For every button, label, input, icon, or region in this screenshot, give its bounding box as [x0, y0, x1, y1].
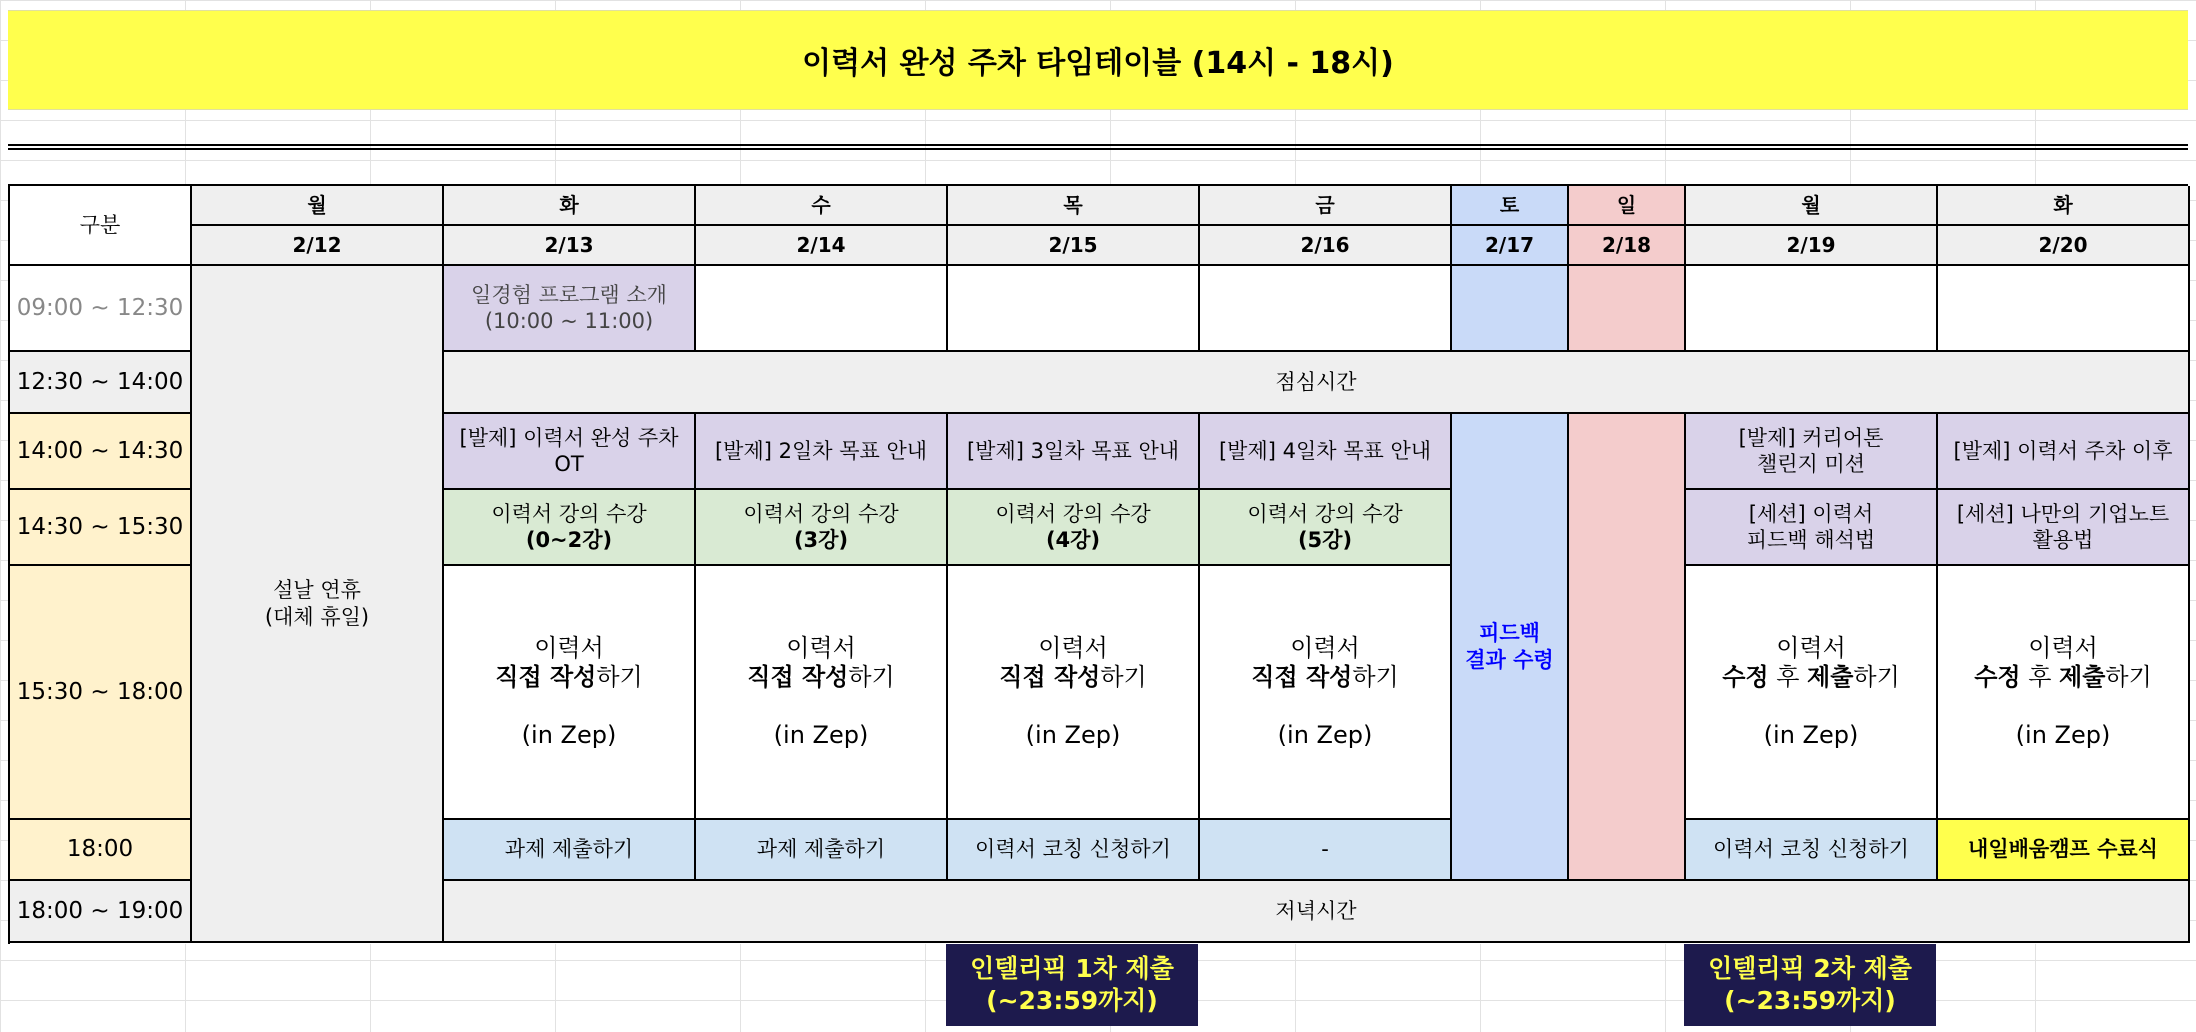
- work-tool: (in Zep): [1025, 721, 1121, 750]
- lecture-label: 이력서 강의 수강: [743, 501, 899, 526]
- work-cell: [1938, 566, 2190, 820]
- brief-cell: [발제] 이력서 주차 이후: [1938, 414, 2190, 490]
- lecture-cell: [444, 490, 696, 566]
- brief-cell: [1686, 414, 1938, 490]
- task-cell: -: [1200, 820, 1452, 881]
- sunday-cell: [1569, 414, 1686, 881]
- work-line2: 직접 작성하기: [1251, 662, 1399, 691]
- title-banner: [8, 10, 2188, 110]
- feedback-line1: 피드백: [1479, 621, 1540, 646]
- work-line1: 이력서: [786, 633, 856, 662]
- work-tool: (in Zep): [1763, 721, 1859, 750]
- intro-title: 일경험 프로그램 소개: [471, 282, 667, 307]
- dinner-cell: 저녁시간: [444, 881, 2190, 943]
- date-header-saturday: 2/17: [1452, 226, 1569, 266]
- work-cell: [696, 566, 948, 820]
- date-header-sunday: 2/18: [1569, 226, 1686, 266]
- time-label: 18:00: [10, 820, 192, 881]
- time-label: 09:00 ~ 12:30: [10, 266, 192, 352]
- brief-line1: [발제] 커리어톤: [1738, 425, 1884, 450]
- time-label: 15:30 ~ 18:00: [10, 566, 192, 820]
- date-header: 2/16: [1200, 226, 1452, 266]
- date-header: 2/20: [1938, 226, 2190, 266]
- lecture-range: (3강): [793, 528, 849, 552]
- brief-cell: [발제] 2일차 목표 안내: [696, 414, 948, 490]
- day-header: 월: [192, 186, 444, 226]
- work-line1: 이력서: [1290, 633, 1360, 662]
- session-line2: 피드백 해석법: [1746, 528, 1876, 552]
- day-header: 수: [696, 186, 948, 226]
- time-label: 14:00 ~ 14:30: [10, 414, 192, 490]
- empty-cell: [948, 266, 1200, 352]
- date-header: 2/15: [948, 226, 1200, 266]
- time-label: 12:30 ~ 14:00: [10, 352, 192, 414]
- holiday-cell: [192, 266, 444, 943]
- double-divider: [8, 144, 2188, 150]
- work-line2: 직접 작성하기: [747, 662, 895, 691]
- intro-cell: [444, 266, 696, 352]
- saturday-cell: [1452, 266, 1569, 352]
- time-label: 18:00 ~ 19:00: [10, 881, 192, 943]
- lecture-label: 이력서 강의 수강: [491, 501, 647, 526]
- work-line2: 수정 후 제출하기: [1974, 662, 2152, 691]
- lecture-label: 이력서 강의 수강: [1247, 501, 1403, 526]
- session-line2: 활용법: [2032, 528, 2094, 552]
- empty-cell: [1686, 266, 1938, 352]
- task-cell: 이력서 코칭 신청하기: [1686, 820, 1938, 881]
- category-header: 구분: [10, 186, 192, 266]
- brief-cell: [발제] 3일차 목표 안내: [948, 414, 1200, 490]
- work-cell: [948, 566, 1200, 820]
- til-submission-1-title: 인텔리픽 1차 제출: [970, 953, 1174, 983]
- empty-cell: [1938, 266, 2190, 352]
- day-header: 목: [948, 186, 1200, 226]
- date-header: 2/14: [696, 226, 948, 266]
- page-title: 이력서 완성 주차 타임테이블 (14시 - 18시): [802, 46, 1394, 81]
- work-tool: (in Zep): [1277, 721, 1373, 750]
- lecture-cell: [948, 490, 1200, 566]
- lecture-cell: [1200, 490, 1452, 566]
- sunday-cell: [1569, 266, 1686, 352]
- day-header-saturday: 토: [1452, 186, 1569, 226]
- session-cell: [1938, 490, 2190, 566]
- work-line1: 이력서: [1776, 633, 1846, 662]
- lecture-cell: [696, 490, 948, 566]
- til-submission-2-deadline: (~23:59까지): [1724, 986, 1896, 1015]
- work-line1: 이력서: [1038, 633, 1108, 662]
- brief-line2: 챌린지 미션: [1756, 452, 1866, 476]
- brief-cell: [발제] 이력서 완성 주차 OT: [444, 414, 696, 490]
- empty-cell: [1200, 266, 1452, 352]
- date-header: 2/13: [444, 226, 696, 266]
- lecture-range: (0~2강): [525, 528, 613, 552]
- work-line1: 이력서: [534, 633, 604, 662]
- day-header: 금: [1200, 186, 1452, 226]
- graduation-cell: 내일배움캠프 수료식: [1938, 820, 2190, 881]
- day-header: 화: [1938, 186, 2190, 226]
- work-cell: [444, 566, 696, 820]
- day-header-sunday: 일: [1569, 186, 1686, 226]
- session-line1: [세션] 이력서: [1748, 501, 1874, 526]
- work-line2: 직접 작성하기: [495, 662, 643, 691]
- work-line2: 수정 후 제출하기: [1722, 662, 1900, 691]
- empty-cell: [696, 266, 948, 352]
- day-header: 월: [1686, 186, 1938, 226]
- brief-cell: [발제] 4일차 목표 안내: [1200, 414, 1452, 490]
- work-line1: 이력서: [2028, 633, 2098, 662]
- til-submission-2-title: 인텔리픽 2차 제출: [1708, 953, 1912, 983]
- day-header: 화: [444, 186, 696, 226]
- work-tool: (in Zep): [521, 721, 617, 750]
- work-cell: [1686, 566, 1938, 820]
- lecture-range: (4강): [1045, 528, 1101, 552]
- lecture-label: 이력서 강의 수강: [995, 501, 1151, 526]
- session-line1: [세션] 나만의 기업노트: [1956, 501, 2170, 526]
- holiday-note: (대체 휴일): [264, 604, 370, 629]
- task-cell: 이력서 코칭 신청하기: [948, 820, 1200, 881]
- til-submission-1-deadline: (~23:59까지): [986, 986, 1158, 1015]
- task-cell: 과제 제출하기: [696, 820, 948, 881]
- lecture-range: (5강): [1297, 528, 1353, 552]
- work-cell: [1200, 566, 1452, 820]
- til-submission-1: [946, 944, 1198, 1026]
- til-submission-2: [1684, 944, 1936, 1026]
- work-line2: 직접 작성하기: [999, 662, 1147, 691]
- work-tool: (in Zep): [773, 721, 869, 750]
- lunch-cell: 점심시간: [444, 352, 2190, 414]
- timetable: [8, 184, 2188, 944]
- session-cell: [1686, 490, 1938, 566]
- feedback-cell: [1452, 414, 1569, 881]
- feedback-line2: 결과 수령: [1465, 647, 1554, 672]
- intro-time: (10:00 ~ 11:00): [484, 309, 654, 333]
- date-header: 2/19: [1686, 226, 1938, 266]
- date-header: 2/12: [192, 226, 444, 266]
- time-label: 14:30 ~ 15:30: [10, 490, 192, 566]
- task-cell: 과제 제출하기: [444, 820, 696, 881]
- work-tool: (in Zep): [2015, 721, 2111, 750]
- holiday-title: 설날 연휴: [273, 578, 361, 603]
